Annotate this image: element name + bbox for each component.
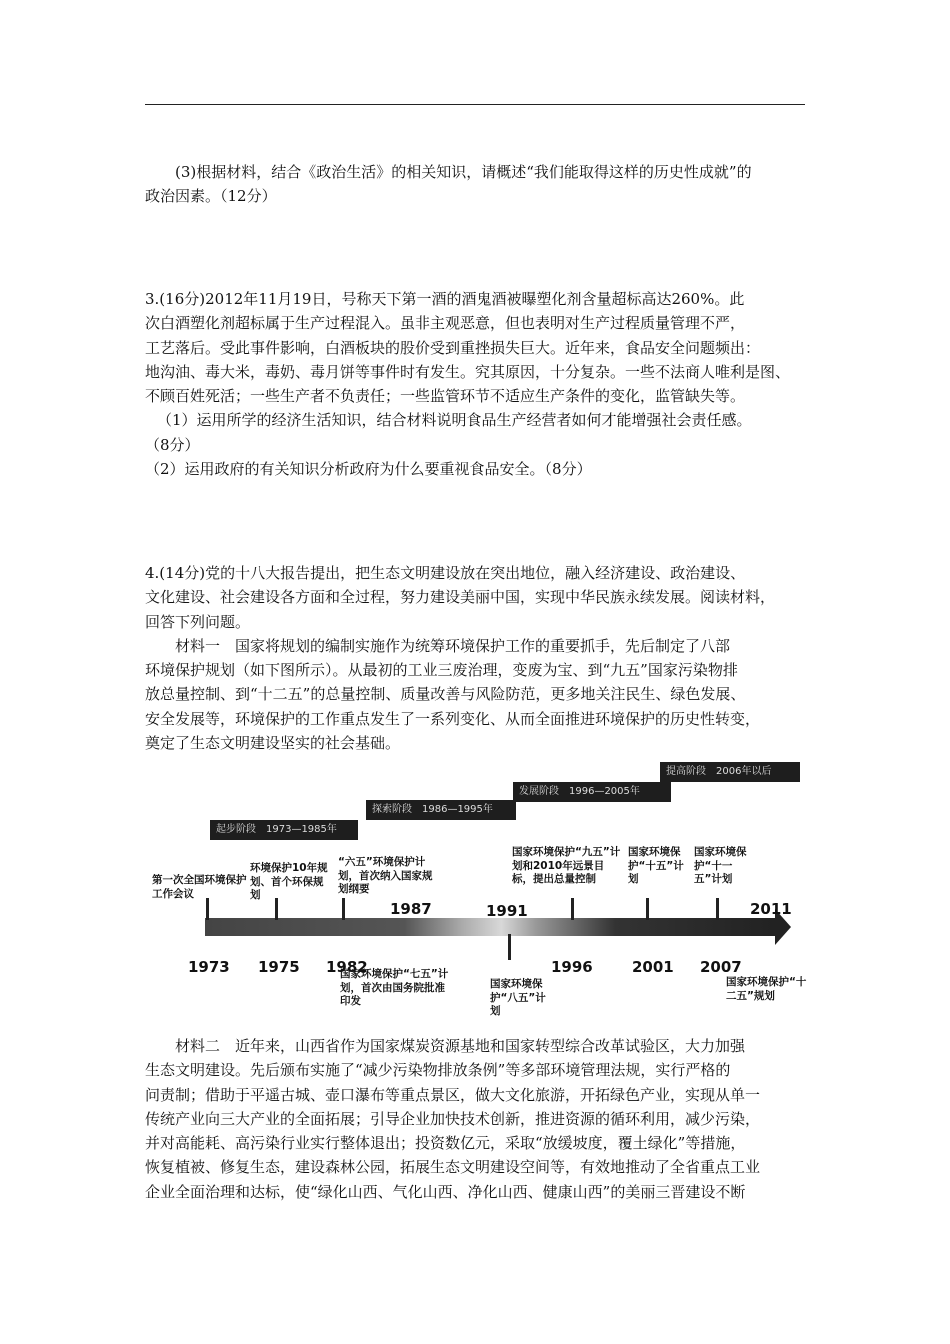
tick-1982 bbox=[342, 898, 345, 920]
tick-2007 bbox=[716, 898, 719, 920]
q3-subquestion-1: （1）运用所学的经济生活知识，结合材料说明食品生产经营者如何才能增强社会责任感。 bbox=[157, 411, 752, 430]
year-2011: 2011 bbox=[750, 900, 792, 918]
text-line: 次白酒塑化剂超标属于生产过程混入。虽非主观恶意，但也表明对生产过程质量管理不严， bbox=[145, 314, 746, 333]
stage-bar-improvement: 提高阶段 2006年以后 bbox=[660, 762, 800, 782]
year-1987: 1987 bbox=[390, 900, 432, 918]
text-line: 回答下列问题。 bbox=[145, 612, 251, 631]
material-1-line: 环境保护规划（如下图所示）。从最初的工业三废治理，变废为宝、到“九五”国家污染物排 bbox=[145, 661, 738, 680]
material-1-line: 放总量控制、到“十二五”的总量控制、质量改善与风险防范，更多地关注民生、绿色发展、 bbox=[145, 685, 746, 704]
tick-1973 bbox=[206, 898, 209, 920]
event-1975: 环境保护10年规划、首个环保规划 bbox=[250, 862, 328, 901]
environmental-plan-timeline bbox=[148, 758, 816, 1028]
material-2-line: 材料二 近年来，山西省作为国家煤炭资源基地和国家转型综合改革试验区，大力加强 bbox=[175, 1037, 746, 1055]
text-line: (3)根据材料，结合《政治生活》的相关知识，请概述“我们能取得这样的历史性成就”的 bbox=[175, 163, 752, 181]
event-1991: 国家环境保护“八五”计划 bbox=[490, 978, 546, 1017]
event-1996: 国家环境保护“九五”计划和2010年远景目标，提出总量控制 bbox=[512, 846, 621, 885]
event-2001: 国家环境保护“十五”计划 bbox=[628, 846, 684, 885]
event-1987: 国家环境保护“七五”计划，首次由国务院批准印发 bbox=[340, 968, 449, 1007]
event-1973: 第一次全国环境保护工作会议 bbox=[152, 874, 247, 900]
text-line: 不顾百姓死活；一些生产者不负责任；一些监管环节不适应生产条件的变化，监管缺失等。 bbox=[145, 387, 746, 406]
year-1973: 1973 bbox=[188, 958, 230, 976]
tick-1996 bbox=[571, 898, 574, 920]
material-2-line: 企业全面治理和达标，使“绿化山西、气化山西、净化山西、健康山西”的美丽三晋建设不断 bbox=[145, 1182, 746, 1201]
year-1996: 1996 bbox=[551, 958, 593, 976]
event-2007: 国家环境保护“十一五”计划 bbox=[694, 846, 747, 885]
q3-subquestion-2: （2）运用政府的有关知识分析政府为什么要重视食品安全。（8分） bbox=[145, 460, 592, 479]
material-2-line: 传统产业向三大产业的全面拓展；引导企业加快技术创新，推进资源的循环利用，减少污染， bbox=[145, 1109, 761, 1128]
tick-2001 bbox=[646, 898, 649, 920]
question-4 bbox=[145, 561, 810, 755]
year-2007: 2007 bbox=[700, 958, 742, 976]
material-2-line: 恢复植被、修复生态，建设森林公园，拓展生态文明建设空间等，有效地推动了全省重点工业 bbox=[145, 1158, 761, 1177]
year-1991: 1991 bbox=[486, 902, 528, 920]
year-1982: 1982 bbox=[326, 958, 368, 976]
event-1982: “六五”环境保护计划，首次纳入国家规划纲要 bbox=[338, 856, 433, 895]
material-2-line: 生态文明建设。先后颁布实施了“减少污染物排放条例”等多部环境管理法规，实行严格的 bbox=[145, 1061, 731, 1080]
text-line: 4.(14分)党的十八大报告提出，把生态文明建设放在突出地位，融入经济建设、政治建设、 bbox=[145, 564, 746, 582]
text-line: 3.(16分)2012年11月19日，号称天下第一酒的酒鬼酒被曝塑化剂含量超标高达260%。此 bbox=[145, 290, 745, 308]
material-2 bbox=[145, 1034, 810, 1204]
text-line: 政治因素。（12分） bbox=[145, 187, 277, 206]
q2-part3 bbox=[145, 160, 810, 209]
stage-bar-startup: 起步阶段 1973—1985年 bbox=[210, 820, 358, 840]
question-3 bbox=[145, 287, 810, 481]
stage-bar-development: 发展阶段 1996—2005年 bbox=[513, 782, 671, 802]
material-1-line: 奠定了生态文明建设坚实的社会基础。 bbox=[145, 734, 401, 753]
text-line: 文化建设、社会建设各方面和全过程，努力建设美丽中国，实现中华民族永续发展。阅读材料， bbox=[145, 588, 776, 607]
text-line: 地沟油、毒大米，毒奶、毒月饼等事件时有发生。究其原因，十分复杂。一些不法商人唯利是图、 bbox=[145, 362, 791, 381]
year-1975: 1975 bbox=[258, 958, 300, 976]
stage-bar-exploration: 探索阶段 1986—1995年 bbox=[366, 800, 516, 820]
material-1-line: 安全发展等，环境保护的工作重点发生了一系列变化、从而全面推进环境保护的历史性转变， bbox=[145, 709, 761, 728]
material-2-line: 并对高能耗、高污染行业实行整体退出；投资数亿元，采取“放缓坡度，覆土绿化”等措施， bbox=[145, 1134, 746, 1153]
q3-subquestion-1-score: （8分） bbox=[145, 435, 200, 454]
text-line: 工艺落后。受此事件影响，白酒板块的股价受到重挫损失巨大。近年来，食品安全问题频出： bbox=[145, 338, 761, 357]
timeline-axis bbox=[205, 918, 775, 936]
header-rule bbox=[145, 104, 805, 105]
year-2001: 2001 bbox=[632, 958, 674, 976]
material-1-line: 材料一 国家将规划的编制实施作为统筹环境保护工作的重要抓手，先后制定了八部 bbox=[175, 636, 731, 655]
material-2-line: 问责制；借助于平遥古城、壶口瀑布等重点景区，做大文化旅游，开拓绿色产业，实现从单一 bbox=[145, 1085, 761, 1104]
tick-1991 bbox=[508, 934, 511, 960]
event-2011: 国家环境保护“十二五”规划 bbox=[726, 976, 807, 1002]
